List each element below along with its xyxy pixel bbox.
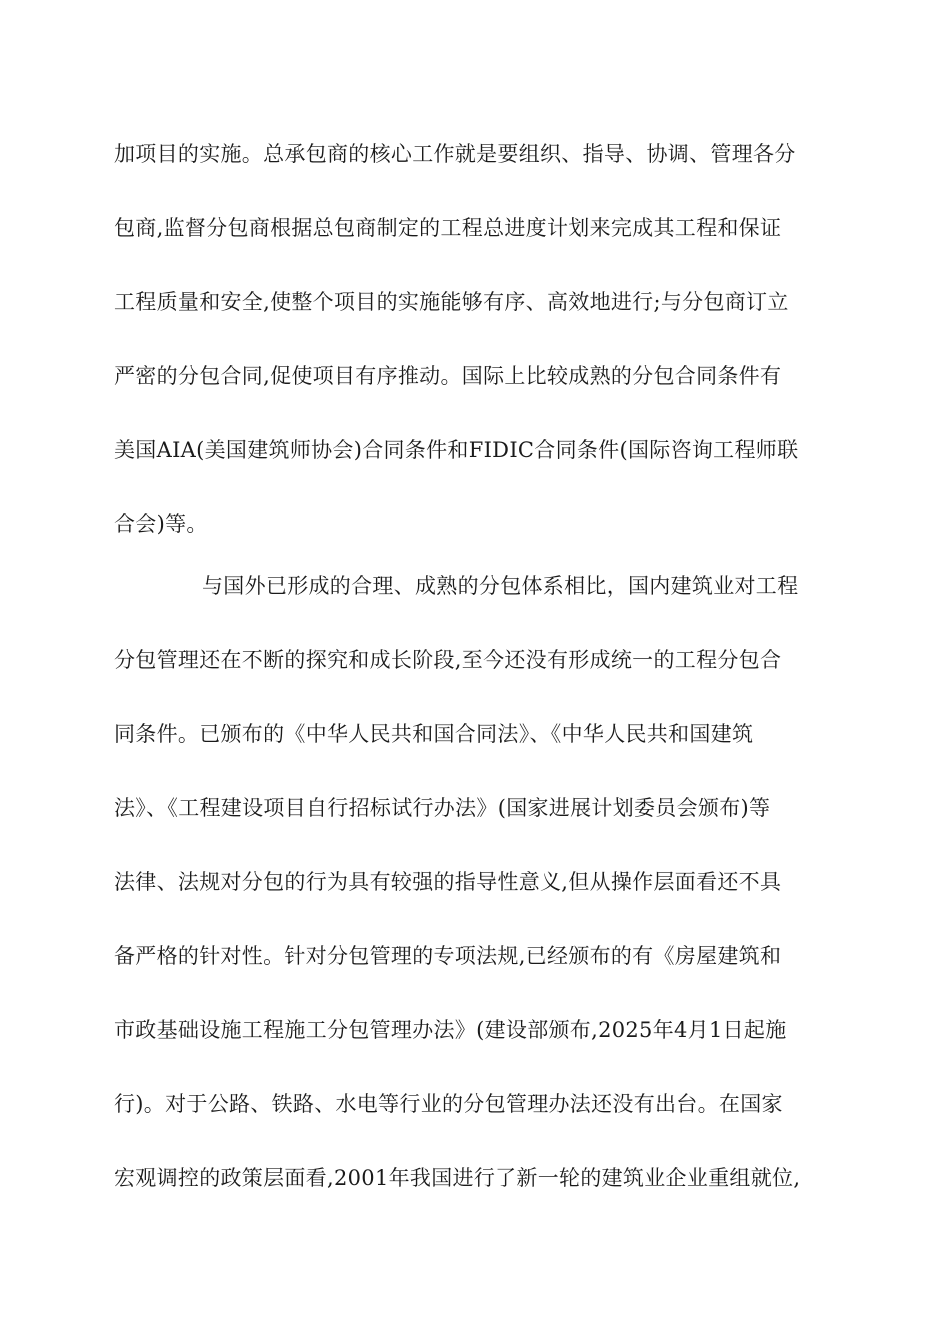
paragraph-line-11: 法律、法规对分包的行为具有较强的指导性意义,但从操作层面看还不具 bbox=[114, 870, 782, 894]
paragraph-line-13: 市政基础设施工程施工分包管理办法》(建设部颁布,2025年4月1日起施 bbox=[114, 1018, 787, 1042]
paragraph-line-9: 同条件。已颁布的《中华人民共和国合同法》、《中华人民共和国建筑 bbox=[114, 722, 754, 746]
paragraph-line-14: 行)。对于公路、铁路、水电等行业的分包管理办法还没有出台。在国家 bbox=[114, 1092, 783, 1116]
paragraph-line-1: 加项目的实施。总承包商的核心工作就是要组织、指导、协调、管理各分 bbox=[114, 142, 796, 166]
paragraph-line-4: 严密的分包合同,促使项目有序推动。国际上比较成熟的分包合同条件有 bbox=[114, 364, 782, 388]
paragraph-line-8: 分包管理还在不断的探究和成长阶段,至今还没有形成统一的工程分包合 bbox=[114, 648, 782, 672]
paragraph-line-15: 宏观调控的政策层面看,2001年我国进行了新一轮的建筑业企业重组就位, bbox=[114, 1166, 801, 1190]
paragraph-line-5: 美国AIA(美国建筑师协会)合同条件和FIDIC合同条件(国际咨询工程师联 bbox=[114, 438, 799, 462]
paragraph-line-6: 合会)等。 bbox=[114, 512, 208, 536]
paragraph-line-3: 工程质量和安全,使整个项目的实施能够有序、高效地进行;与分包商订立 bbox=[114, 290, 789, 314]
paragraph-line-12: 备严格的针对性。针对分包管理的专项法规,已经颁布的有《房屋建筑和 bbox=[114, 944, 782, 968]
paragraph-line-7: 与国外已形成的合理、成熟的分包体系相比，国内建筑业对工程 bbox=[202, 574, 799, 598]
paragraph-line-10: 法》、《工程建设项目自行招标试行办法》(国家进展计划委员会颁布)等 bbox=[114, 796, 771, 820]
paragraph-line-2: 包商,监督分包商根据总包商制定的工程总进度计划来完成其工程和保证 bbox=[114, 216, 782, 240]
